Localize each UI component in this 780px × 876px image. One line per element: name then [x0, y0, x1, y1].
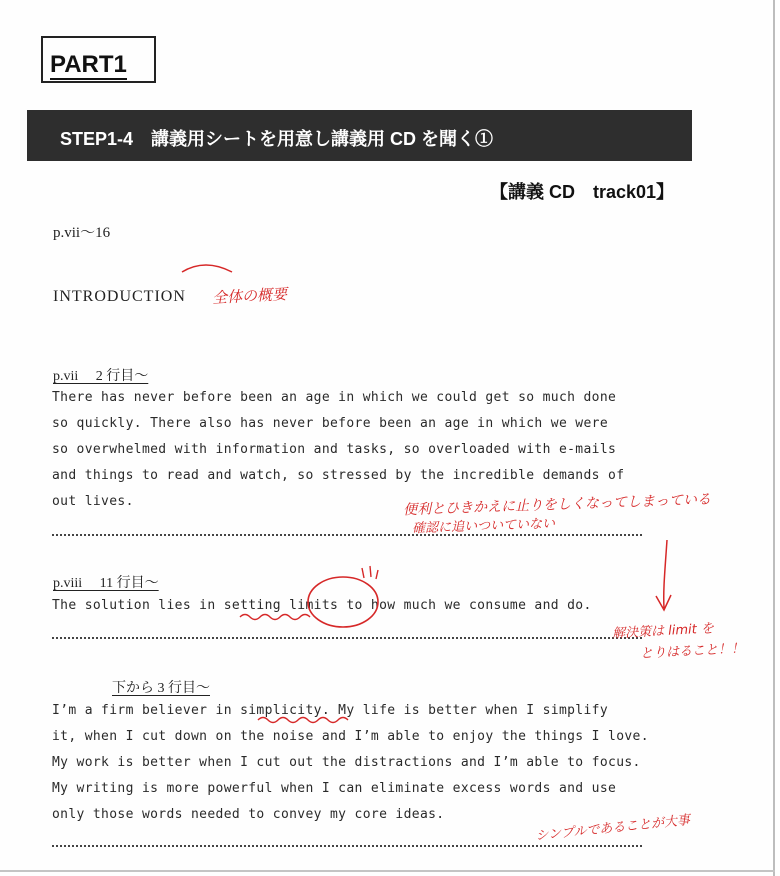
section-ref-1: p.vii 2 行目～: [53, 369, 149, 384]
passage-line: only those words needed to convey my core ideas.: [52, 807, 445, 822]
annotation-note-2-line-1: 解決策は limit を: [611, 621, 715, 642]
annotation-arrow: [656, 540, 671, 610]
passage-line: I’m a firm believer in simplicity. My life is better when I simplify: [52, 703, 609, 718]
annotation-note-2-line-2: とりはること！！: [639, 641, 745, 662]
section-ref-3: 下から 3 行目～: [112, 681, 210, 696]
annotation-overview: 全体の概要: [211, 285, 288, 307]
passage-line: My writing is more powerful when I can eliminate excess words and use: [52, 781, 617, 796]
passage-line: out lives.: [52, 494, 134, 509]
passage-line: The solution lies in setting limits to how much we consume and do.: [52, 598, 592, 613]
passage-line: and things to read and watch, so stressed by the incredible demands of: [52, 468, 625, 483]
annotation-note-1-line-1: 便利とひきかえに止りをしくなってしまっている: [402, 491, 712, 519]
part-label: PART1: [50, 51, 127, 78]
page-range: p.vii～16: [53, 225, 111, 241]
section-ref-2: p.viii 11 行目～: [53, 576, 159, 591]
wavy-underline-simplicity: [258, 718, 348, 723]
wavy-underline-setting: [240, 615, 310, 620]
section-heading: INTRODUCTION: [53, 288, 186, 305]
cd-track-label: 【講義 CD track01】: [490, 182, 675, 202]
passage-line: so quickly. There also has never before been an age in which we were: [52, 416, 609, 431]
annotation-note-1-line-2: 確認に追いついていない: [411, 516, 556, 537]
emphasis-ticks: [362, 566, 378, 579]
passage-line: it, when I cut down on the noise and I’m able to enjoy the things I love.: [52, 729, 649, 744]
annotation-note-3: シンプルであることが大事: [534, 812, 691, 845]
annotation-arc: [182, 265, 232, 272]
step-title: STEP1-4 講義用シートを用意し講義用 CD を聞く①: [60, 129, 494, 149]
passage-line: There has never before been an age in which we could get so much done: [52, 390, 617, 405]
passage-line: so overwhelmed with information and tasks, so overloaded with e-mails: [52, 442, 617, 457]
circle-limits: [308, 577, 378, 627]
passage-line: My work is better when I cut out the distractions and I’m able to focus.: [52, 755, 641, 770]
